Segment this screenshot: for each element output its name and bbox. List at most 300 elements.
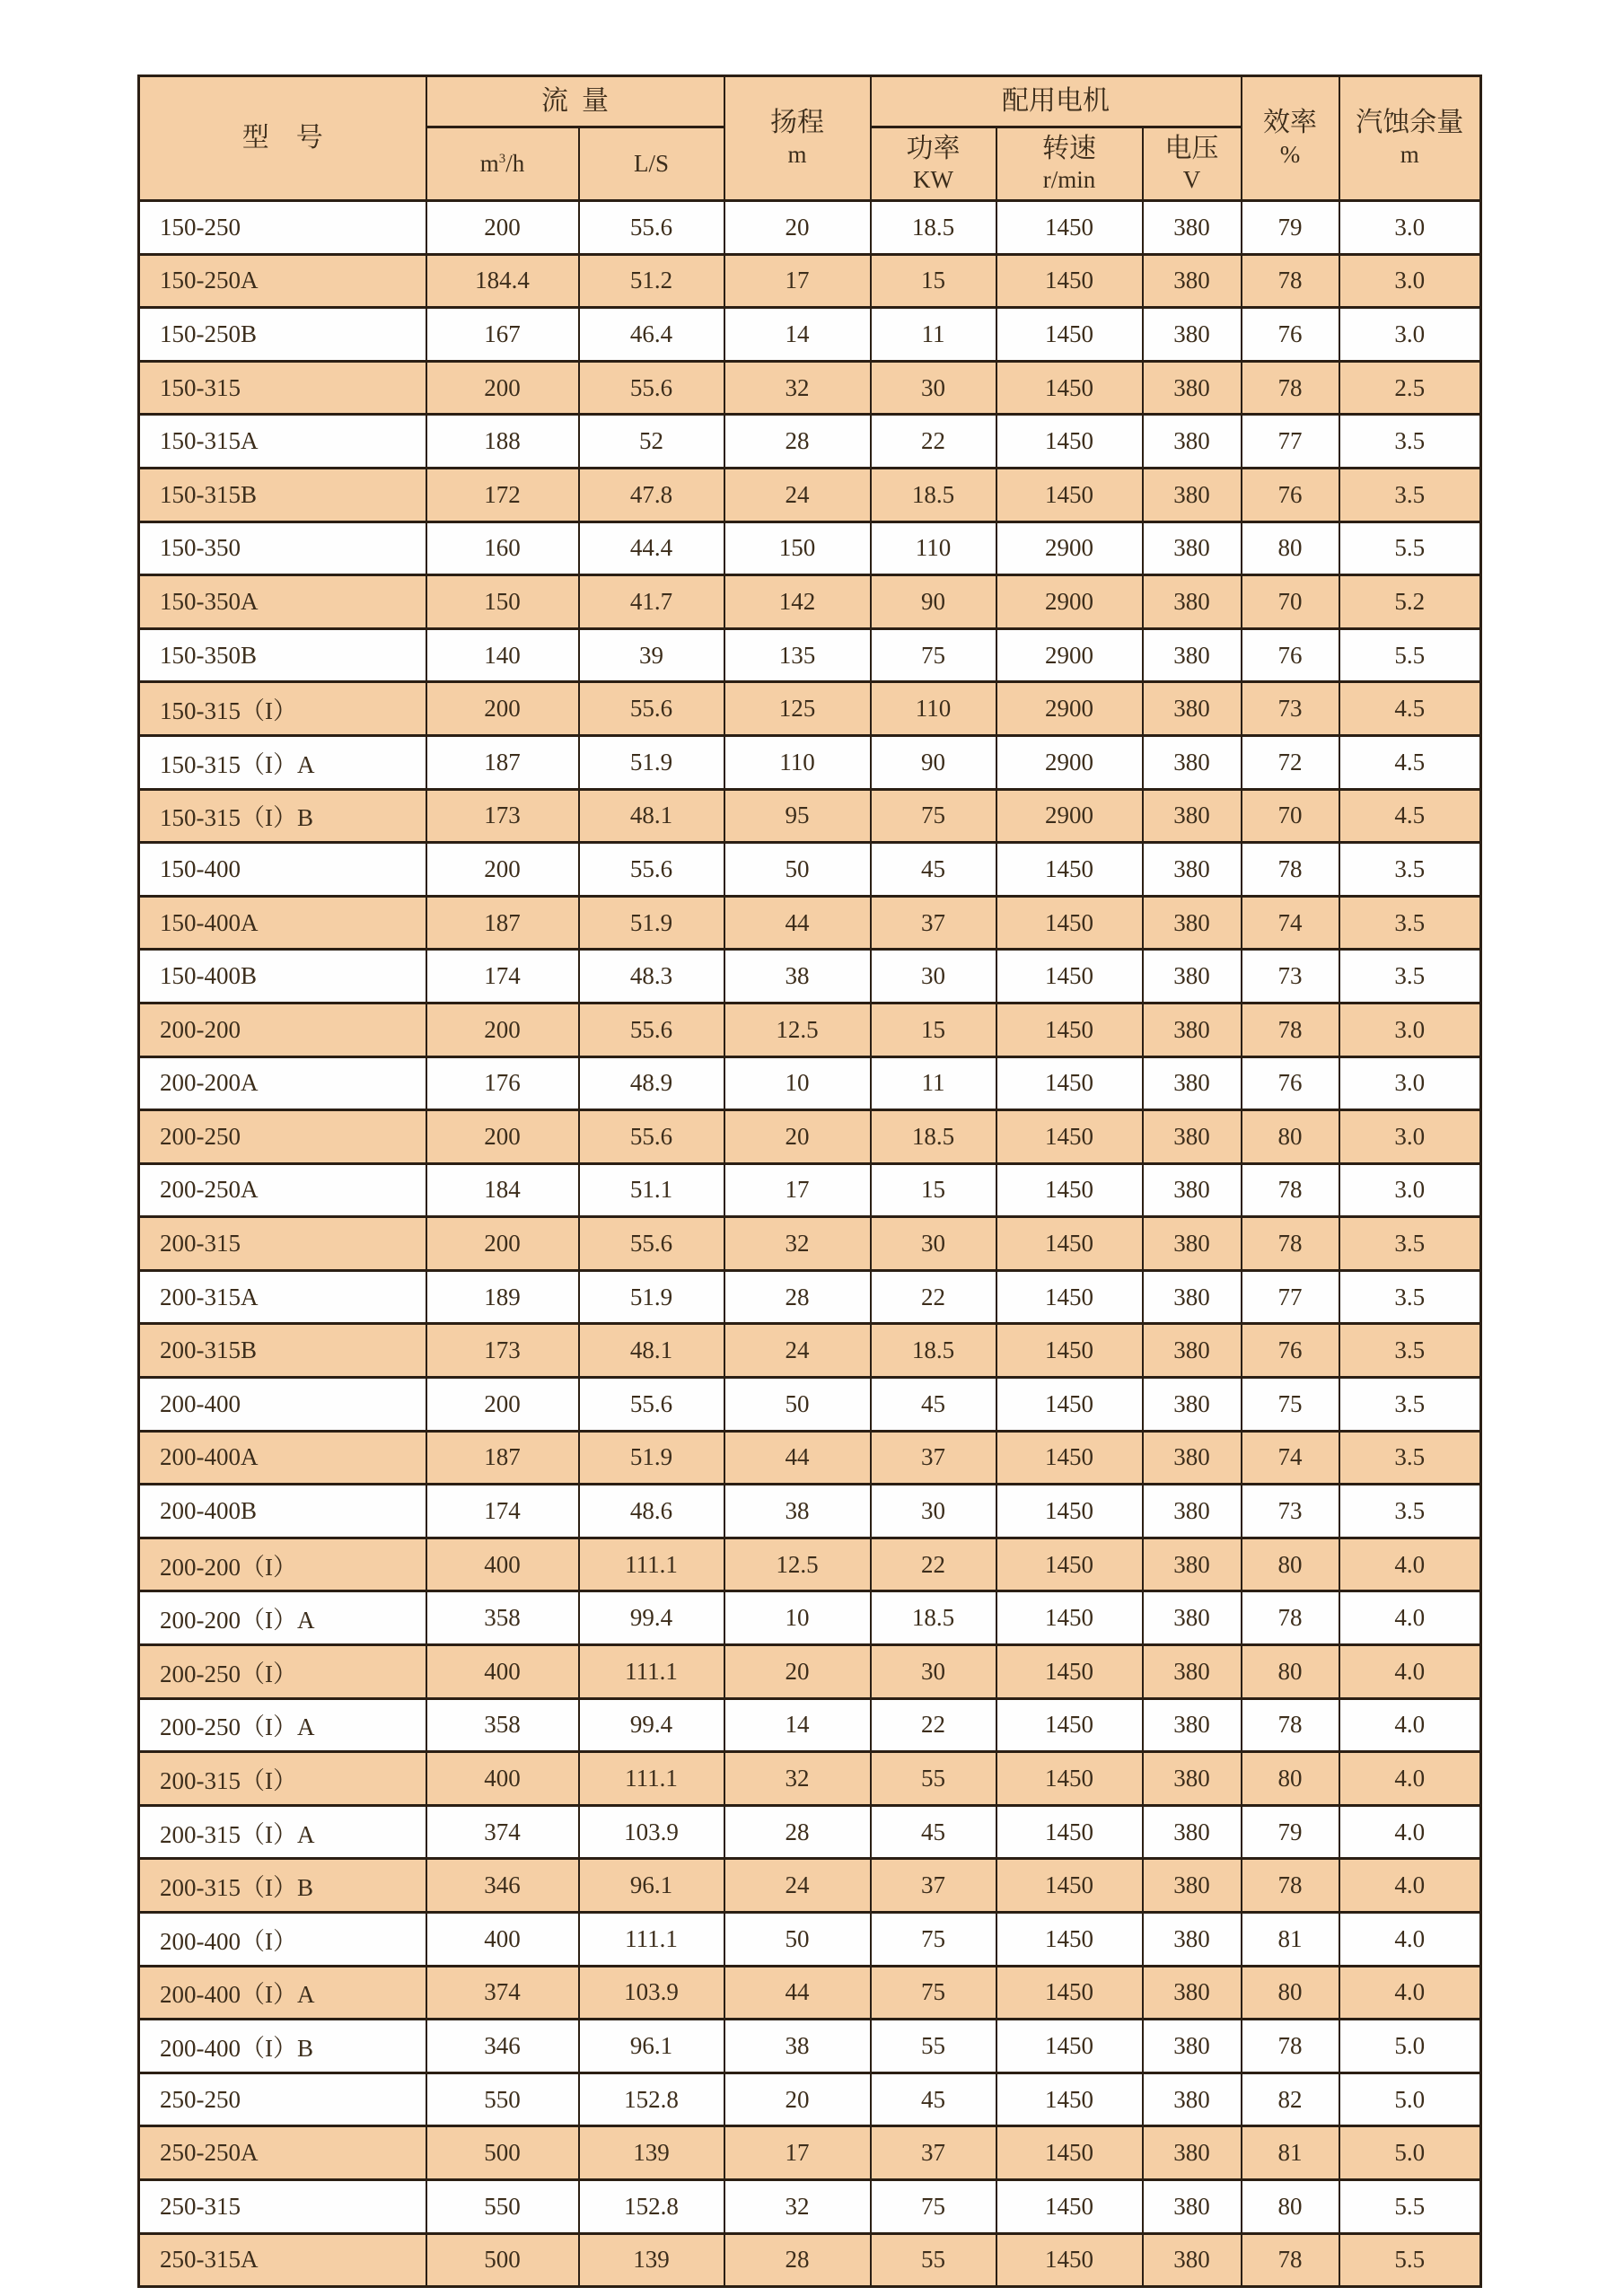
speed-cell: 1450 xyxy=(996,2020,1143,2073)
voltage-cell: 380 xyxy=(1143,1913,1242,1967)
speed-cell: 2900 xyxy=(996,628,1143,682)
speed-cell: 1450 xyxy=(996,2126,1143,2180)
efficiency-cell: 76 xyxy=(1242,628,1339,682)
speed-cell: 1450 xyxy=(996,950,1143,1003)
npsh-cell: 3.5 xyxy=(1339,468,1481,521)
power-cell: 37 xyxy=(871,896,996,950)
power-cell: 37 xyxy=(871,1431,996,1485)
efficiency-cell: 78 xyxy=(1242,1859,1339,1913)
power-cell: 22 xyxy=(871,1538,996,1591)
flow-ls-cell: 139 xyxy=(579,2233,724,2287)
model-cell: 150-315B xyxy=(139,468,426,521)
power-cell: 11 xyxy=(871,308,996,362)
flow-ls-cell: 48.1 xyxy=(579,1324,724,1378)
speed-cell: 1450 xyxy=(996,361,1143,415)
model-cell: 200-200（I） xyxy=(139,1538,426,1591)
flow-m3h-cell: 200 xyxy=(426,1110,579,1164)
power-cell: 55 xyxy=(871,2233,996,2287)
voltage-cell: 380 xyxy=(1143,1324,1242,1378)
speed-cell: 1450 xyxy=(996,1591,1143,1645)
flow-ls-cell: 52 xyxy=(579,415,724,469)
speed-cell: 1450 xyxy=(996,1859,1143,1913)
model-cell: 150-250B xyxy=(139,308,426,362)
flow-m3h-cell: 187 xyxy=(426,896,579,950)
power-cell: 75 xyxy=(871,2179,996,2233)
table-row xyxy=(139,1003,1481,1056)
voltage-cell: 380 xyxy=(1143,1966,1242,2020)
efficiency-cell: 80 xyxy=(1242,1966,1339,2020)
head-cell: 28 xyxy=(724,1805,871,1859)
flow-ls-cell: 51.9 xyxy=(579,1431,724,1485)
flow-m3h-cell: 174 xyxy=(426,950,579,1003)
npsh-cell: 3.5 xyxy=(1339,1485,1481,1538)
npsh-cell: 4.0 xyxy=(1339,1859,1481,1913)
power-unit: KW xyxy=(913,166,953,194)
flow-ls-cell: 111.1 xyxy=(579,1538,724,1591)
flow-m3h-cell: 187 xyxy=(426,1431,579,1485)
voltage-cell: 380 xyxy=(1143,1485,1242,1538)
table-row xyxy=(139,1591,1481,1645)
voltage-cell: 380 xyxy=(1143,308,1242,362)
efficiency-cell: 76 xyxy=(1242,1324,1339,1378)
voltage-cell: 380 xyxy=(1143,2073,1242,2126)
power-cell: 45 xyxy=(871,1378,996,1432)
table-row xyxy=(139,521,1481,575)
power-cell: 15 xyxy=(871,1003,996,1056)
voltage-cell: 380 xyxy=(1143,628,1242,682)
efficiency-unit: % xyxy=(1279,140,1301,168)
model-cell: 200-200A xyxy=(139,1056,426,1110)
power-cell: 75 xyxy=(871,1913,996,1967)
flow-ls-cell: 47.8 xyxy=(579,468,724,521)
flow-m3h-cell: 150 xyxy=(426,575,579,629)
table-row xyxy=(139,415,1481,469)
head-cell: 44 xyxy=(724,1966,871,2020)
npsh-cell: 3.0 xyxy=(1339,1003,1481,1056)
speed-cell: 1450 xyxy=(996,2073,1143,2126)
col-header-head xyxy=(724,76,871,201)
head-cell: 20 xyxy=(724,1645,871,1699)
efficiency-cell: 76 xyxy=(1242,1056,1339,1110)
flow-m3h-cell: 550 xyxy=(426,2179,579,2233)
model-cell: 250-250A xyxy=(139,2126,426,2180)
voltage-cell: 380 xyxy=(1143,2233,1242,2287)
head-cell: 24 xyxy=(724,1324,871,1378)
speed-cell: 1450 xyxy=(996,1538,1143,1591)
voltage-cell: 380 xyxy=(1143,735,1242,789)
speed-cell: 1450 xyxy=(996,1431,1143,1485)
head-cell: 38 xyxy=(724,950,871,1003)
npsh-cell: 3.5 xyxy=(1339,1217,1481,1271)
flow-m3h-cell: 200 xyxy=(426,1378,579,1432)
flow-m3h-cell: 140 xyxy=(426,628,579,682)
efficiency-cell: 81 xyxy=(1242,2126,1339,2180)
head-cell: 12.5 xyxy=(724,1003,871,1056)
power-cell: 45 xyxy=(871,2073,996,2126)
flow-m3h-cell: 200 xyxy=(426,201,579,255)
flow-ls-cell: 55.6 xyxy=(579,1217,724,1271)
efficiency-cell: 73 xyxy=(1242,1485,1339,1538)
npsh-cell: 4.0 xyxy=(1339,1698,1481,1752)
power-cell: 90 xyxy=(871,735,996,789)
speed-cell: 1450 xyxy=(996,1913,1143,1967)
head-cell: 10 xyxy=(724,1056,871,1110)
table-row xyxy=(139,1805,1481,1859)
voltage-cell: 380 xyxy=(1143,201,1242,255)
speed-cell: 1450 xyxy=(996,415,1143,469)
npsh-cell: 4.0 xyxy=(1339,1591,1481,1645)
speed-cell: 1450 xyxy=(996,201,1143,255)
speed-cell: 1450 xyxy=(996,1003,1143,1056)
flow-m3h-cell: 188 xyxy=(426,415,579,469)
col-header-power xyxy=(871,127,996,201)
head-cell: 50 xyxy=(724,1378,871,1432)
col-header-motor: 配用电机 xyxy=(871,76,1242,127)
model-cell: 150-250A xyxy=(139,254,426,308)
npsh-cell: 4.5 xyxy=(1339,789,1481,843)
model-cell: 200-400（I）A xyxy=(139,1966,426,2020)
speed-unit: r/min xyxy=(1042,166,1096,194)
flow-m3h-cell: 200 xyxy=(426,1217,579,1271)
power-cell: 15 xyxy=(871,254,996,308)
model-cell: 200-200（I）A xyxy=(139,1591,426,1645)
model-cell: 150-350A xyxy=(139,575,426,629)
voltage-cell: 380 xyxy=(1143,2179,1242,2233)
col-header-flow-ls: L/S xyxy=(579,127,724,201)
head-cell: 95 xyxy=(724,789,871,843)
table-row xyxy=(139,735,1481,789)
col-header-speed xyxy=(996,127,1143,201)
head-cell: 50 xyxy=(724,843,871,897)
model-cell: 200-250A xyxy=(139,1163,426,1217)
table-row xyxy=(139,1538,1481,1591)
flow-ls-cell: 55.6 xyxy=(579,843,724,897)
flow-ls-cell: 48.3 xyxy=(579,950,724,1003)
head-cell: 24 xyxy=(724,1859,871,1913)
speed-cell: 1450 xyxy=(996,2233,1143,2287)
npsh-cell: 3.5 xyxy=(1339,896,1481,950)
table-row xyxy=(139,308,1481,362)
flow-ls-cell: 51.1 xyxy=(579,1163,724,1217)
npsh-cell: 5.5 xyxy=(1339,2179,1481,2233)
efficiency-cell: 74 xyxy=(1242,1431,1339,1485)
speed-cell: 1450 xyxy=(996,1270,1143,1324)
flow-m3h-cell: 173 xyxy=(426,1324,579,1378)
voltage-cell: 380 xyxy=(1143,521,1242,575)
power-cell: 18.5 xyxy=(871,468,996,521)
flow-m3h-cell: 358 xyxy=(426,1698,579,1752)
table-row xyxy=(139,1431,1481,1485)
voltage-cell: 380 xyxy=(1143,575,1242,629)
power-cell: 30 xyxy=(871,1485,996,1538)
col-header-flow: 流 量 xyxy=(426,76,724,127)
head-cell: 28 xyxy=(724,2233,871,2287)
table-row xyxy=(139,1270,1481,1324)
flow-m3h-cell: 400 xyxy=(426,1538,579,1591)
efficiency-cell: 80 xyxy=(1242,2179,1339,2233)
efficiency-cell: 78 xyxy=(1242,1591,1339,1645)
flow-m3h-cell: 200 xyxy=(426,682,579,736)
model-cell: 200-400A xyxy=(139,1431,426,1485)
table-row xyxy=(139,1324,1481,1378)
npsh-cell: 4.0 xyxy=(1339,1645,1481,1699)
power-cell: 75 xyxy=(871,789,996,843)
efficiency-cell: 81 xyxy=(1242,1913,1339,1967)
power-cell: 22 xyxy=(871,415,996,469)
table-row xyxy=(139,1645,1481,1699)
flow-ls-cell: 41.7 xyxy=(579,575,724,629)
flow-ls-cell: 96.1 xyxy=(579,1859,724,1913)
speed-cell: 1450 xyxy=(996,1056,1143,1110)
model-cell: 150-315（I）B xyxy=(139,789,426,843)
speed-cell: 1450 xyxy=(996,1163,1143,1217)
voltage-cell: 380 xyxy=(1143,1217,1242,1271)
npsh-cell: 5.2 xyxy=(1339,575,1481,629)
flow-m3h-cell: 184 xyxy=(426,1163,579,1217)
head-cell: 44 xyxy=(724,896,871,950)
npsh-cell: 3.0 xyxy=(1339,201,1481,255)
model-cell: 200-315 xyxy=(139,1217,426,1271)
table-row xyxy=(139,254,1481,308)
head-cell: 44 xyxy=(724,1431,871,1485)
col-header-voltage xyxy=(1143,127,1242,201)
col-header-model: 型 号 xyxy=(139,76,426,201)
flow-ls-cell: 99.4 xyxy=(579,1591,724,1645)
col-header-efficiency xyxy=(1242,76,1339,201)
model-cell: 200-250 xyxy=(139,1110,426,1164)
head-label: 扬程 xyxy=(770,108,824,138)
speed-cell: 2900 xyxy=(996,575,1143,629)
table-row xyxy=(139,1485,1481,1538)
model-cell: 200-200 xyxy=(139,1003,426,1056)
flow-m3h-cell: 374 xyxy=(426,1805,579,1859)
head-cell: 32 xyxy=(724,2179,871,2233)
flow-ls-cell: 39 xyxy=(579,628,724,682)
npsh-cell: 4.5 xyxy=(1339,682,1481,736)
flow-ls-cell: 111.1 xyxy=(579,1913,724,1967)
flow-ls-cell: 48.6 xyxy=(579,1485,724,1538)
power-cell: 55 xyxy=(871,2020,996,2073)
table-row xyxy=(139,2233,1481,2287)
npsh-cell: 3.5 xyxy=(1339,950,1481,1003)
head-cell: 110 xyxy=(724,735,871,789)
voltage-cell: 380 xyxy=(1143,254,1242,308)
voltage-cell: 380 xyxy=(1143,789,1242,843)
efficiency-cell: 73 xyxy=(1242,950,1339,1003)
npsh-cell: 5.5 xyxy=(1339,2233,1481,2287)
flow-ls-cell: 51.9 xyxy=(579,735,724,789)
flow-ls-cell: 139 xyxy=(579,2126,724,2180)
speed-cell: 2900 xyxy=(996,789,1143,843)
pump-spec-table xyxy=(137,74,1482,2288)
voltage-unit: V xyxy=(1182,166,1201,194)
model-cell: 150-315 xyxy=(139,361,426,415)
head-cell: 135 xyxy=(724,628,871,682)
head-cell: 20 xyxy=(724,1110,871,1164)
efficiency-cell: 78 xyxy=(1242,1698,1339,1752)
model-cell: 150-400A xyxy=(139,896,426,950)
power-cell: 75 xyxy=(871,628,996,682)
flow-m3h-cell: 500 xyxy=(426,2233,579,2287)
table-row xyxy=(139,2073,1481,2126)
power-cell: 90 xyxy=(871,575,996,629)
speed-cell: 2900 xyxy=(996,735,1143,789)
efficiency-cell: 80 xyxy=(1242,521,1339,575)
flow-ls-cell: 48.1 xyxy=(579,789,724,843)
voltage-cell: 380 xyxy=(1143,1431,1242,1485)
voltage-cell: 380 xyxy=(1143,1859,1242,1913)
table-row xyxy=(139,1056,1481,1110)
power-cell: 45 xyxy=(871,843,996,897)
power-cell: 110 xyxy=(871,682,996,736)
table-body xyxy=(139,201,1481,2287)
model-cell: 200-400B xyxy=(139,1485,426,1538)
table-row xyxy=(139,1752,1481,1806)
power-cell: 45 xyxy=(871,1805,996,1859)
flow-ls-cell: 55.6 xyxy=(579,1110,724,1164)
flow-ls-cell: 44.4 xyxy=(579,521,724,575)
model-cell: 200-250（I） xyxy=(139,1645,426,1699)
flow-ls-cell: 55.6 xyxy=(579,201,724,255)
head-cell: 17 xyxy=(724,254,871,308)
voltage-cell: 380 xyxy=(1143,1270,1242,1324)
npsh-cell: 4.0 xyxy=(1339,1913,1481,1967)
model-cell: 200-400（I） xyxy=(139,1913,426,1967)
npsh-cell: 5.0 xyxy=(1339,2020,1481,2073)
table-row xyxy=(139,1698,1481,1752)
speed-cell: 1450 xyxy=(996,1805,1143,1859)
head-cell: 12.5 xyxy=(724,1538,871,1591)
flow-ls-cell: 103.9 xyxy=(579,1805,724,1859)
efficiency-cell: 80 xyxy=(1242,1645,1339,1699)
table-header xyxy=(139,76,1481,201)
power-cell: 18.5 xyxy=(871,1110,996,1164)
efficiency-cell: 80 xyxy=(1242,1110,1339,1164)
flow-m3h-cell: 346 xyxy=(426,2020,579,2073)
flow-ls-cell: 111.1 xyxy=(579,1645,724,1699)
efficiency-cell: 70 xyxy=(1242,575,1339,629)
npsh-cell: 4.0 xyxy=(1339,1805,1481,1859)
model-cell: 200-315（I） xyxy=(139,1752,426,1806)
efficiency-cell: 73 xyxy=(1242,682,1339,736)
power-cell: 30 xyxy=(871,1217,996,1271)
col-header-flow-m3h: $m^3/h$ xyxy=(426,127,579,201)
flow-m3h-cell: 400 xyxy=(426,1645,579,1699)
table-row xyxy=(139,2020,1481,2073)
head-cell: 38 xyxy=(724,2020,871,2073)
npsh-cell: 3.0 xyxy=(1339,1163,1481,1217)
efficiency-cell: 75 xyxy=(1242,1378,1339,1432)
speed-cell: 1450 xyxy=(996,1698,1143,1752)
head-unit: m xyxy=(787,140,807,168)
flow-ls-cell: 152.8 xyxy=(579,2179,724,2233)
model-cell: 150-315（I） xyxy=(139,682,426,736)
flow-m3h-cell: 400 xyxy=(426,1913,579,1967)
flow-m3h-cell: 550 xyxy=(426,2073,579,2126)
speed-cell: 1450 xyxy=(996,843,1143,897)
power-cell: 30 xyxy=(871,950,996,1003)
flow-m3h-cell: 200 xyxy=(426,361,579,415)
efficiency-label: 效率 xyxy=(1263,108,1318,138)
table-row xyxy=(139,628,1481,682)
head-cell: 125 xyxy=(724,682,871,736)
power-cell: 18.5 xyxy=(871,201,996,255)
flow-ls-cell: 55.6 xyxy=(579,1378,724,1432)
flow-m3h-cell: 189 xyxy=(426,1270,579,1324)
power-cell: 75 xyxy=(871,1966,996,2020)
model-cell: 250-315 xyxy=(139,2179,426,2233)
speed-cell: 1450 xyxy=(996,1378,1143,1432)
table-row xyxy=(139,950,1481,1003)
flow-m3h-cell: 172 xyxy=(426,468,579,521)
voltage-cell: 380 xyxy=(1143,1752,1242,1806)
table-row xyxy=(139,896,1481,950)
speed-cell: 1450 xyxy=(996,1217,1143,1271)
power-cell: 11 xyxy=(871,1056,996,1110)
head-cell: 17 xyxy=(724,2126,871,2180)
table-row xyxy=(139,843,1481,897)
voltage-cell: 380 xyxy=(1143,1645,1242,1699)
voltage-cell: 380 xyxy=(1143,682,1242,736)
voltage-cell: 380 xyxy=(1143,1805,1242,1859)
flow-m3h-cell: 184.4 xyxy=(426,254,579,308)
voltage-cell: 380 xyxy=(1143,2126,1242,2180)
head-cell: 14 xyxy=(724,308,871,362)
efficiency-cell: 80 xyxy=(1242,1538,1339,1591)
power-cell: 15 xyxy=(871,1163,996,1217)
voltage-cell: 380 xyxy=(1143,1163,1242,1217)
npsh-cell: 5.5 xyxy=(1339,628,1481,682)
flow-m3h-cell: 173 xyxy=(426,789,579,843)
voltage-cell: 380 xyxy=(1143,1538,1242,1591)
model-cell: 200-315A xyxy=(139,1270,426,1324)
voltage-cell: 380 xyxy=(1143,950,1242,1003)
npsh-cell: 3.0 xyxy=(1339,254,1481,308)
table-row xyxy=(139,1217,1481,1271)
flow-ls-cell: 55.6 xyxy=(579,682,724,736)
efficiency-cell: 78 xyxy=(1242,1217,1339,1271)
efficiency-cell: 76 xyxy=(1242,308,1339,362)
flow-m3h-cell: 358 xyxy=(426,1591,579,1645)
model-cell: 250-250 xyxy=(139,2073,426,2126)
voltage-label: 电压 xyxy=(1164,133,1219,163)
table-row xyxy=(139,789,1481,843)
flow-ls-cell: 96.1 xyxy=(579,2020,724,2073)
voltage-cell: 380 xyxy=(1143,1056,1242,1110)
model-cell: 200-250（I）A xyxy=(139,1698,426,1752)
npsh-cell: 3.0 xyxy=(1339,308,1481,362)
voltage-cell: 380 xyxy=(1143,361,1242,415)
efficiency-cell: 78 xyxy=(1242,361,1339,415)
efficiency-cell: 70 xyxy=(1242,789,1339,843)
npsh-cell: 3.5 xyxy=(1339,843,1481,897)
flow-ls-cell: 46.4 xyxy=(579,308,724,362)
table-row xyxy=(139,201,1481,255)
npsh-cell: 3.5 xyxy=(1339,1378,1481,1432)
npsh-unit: m xyxy=(1400,140,1419,168)
voltage-cell: 380 xyxy=(1143,843,1242,897)
flow-ls-cell: 51.2 xyxy=(579,254,724,308)
head-cell: 32 xyxy=(724,1217,871,1271)
table-row xyxy=(139,1859,1481,1913)
flow-m3h-cell: 174 xyxy=(426,1485,579,1538)
model-cell: 150-400 xyxy=(139,843,426,897)
model-cell: 150-400B xyxy=(139,950,426,1003)
head-cell: 32 xyxy=(724,1752,871,1806)
speed-cell: 1450 xyxy=(996,254,1143,308)
table-row xyxy=(139,1913,1481,1967)
efficiency-cell: 74 xyxy=(1242,896,1339,950)
